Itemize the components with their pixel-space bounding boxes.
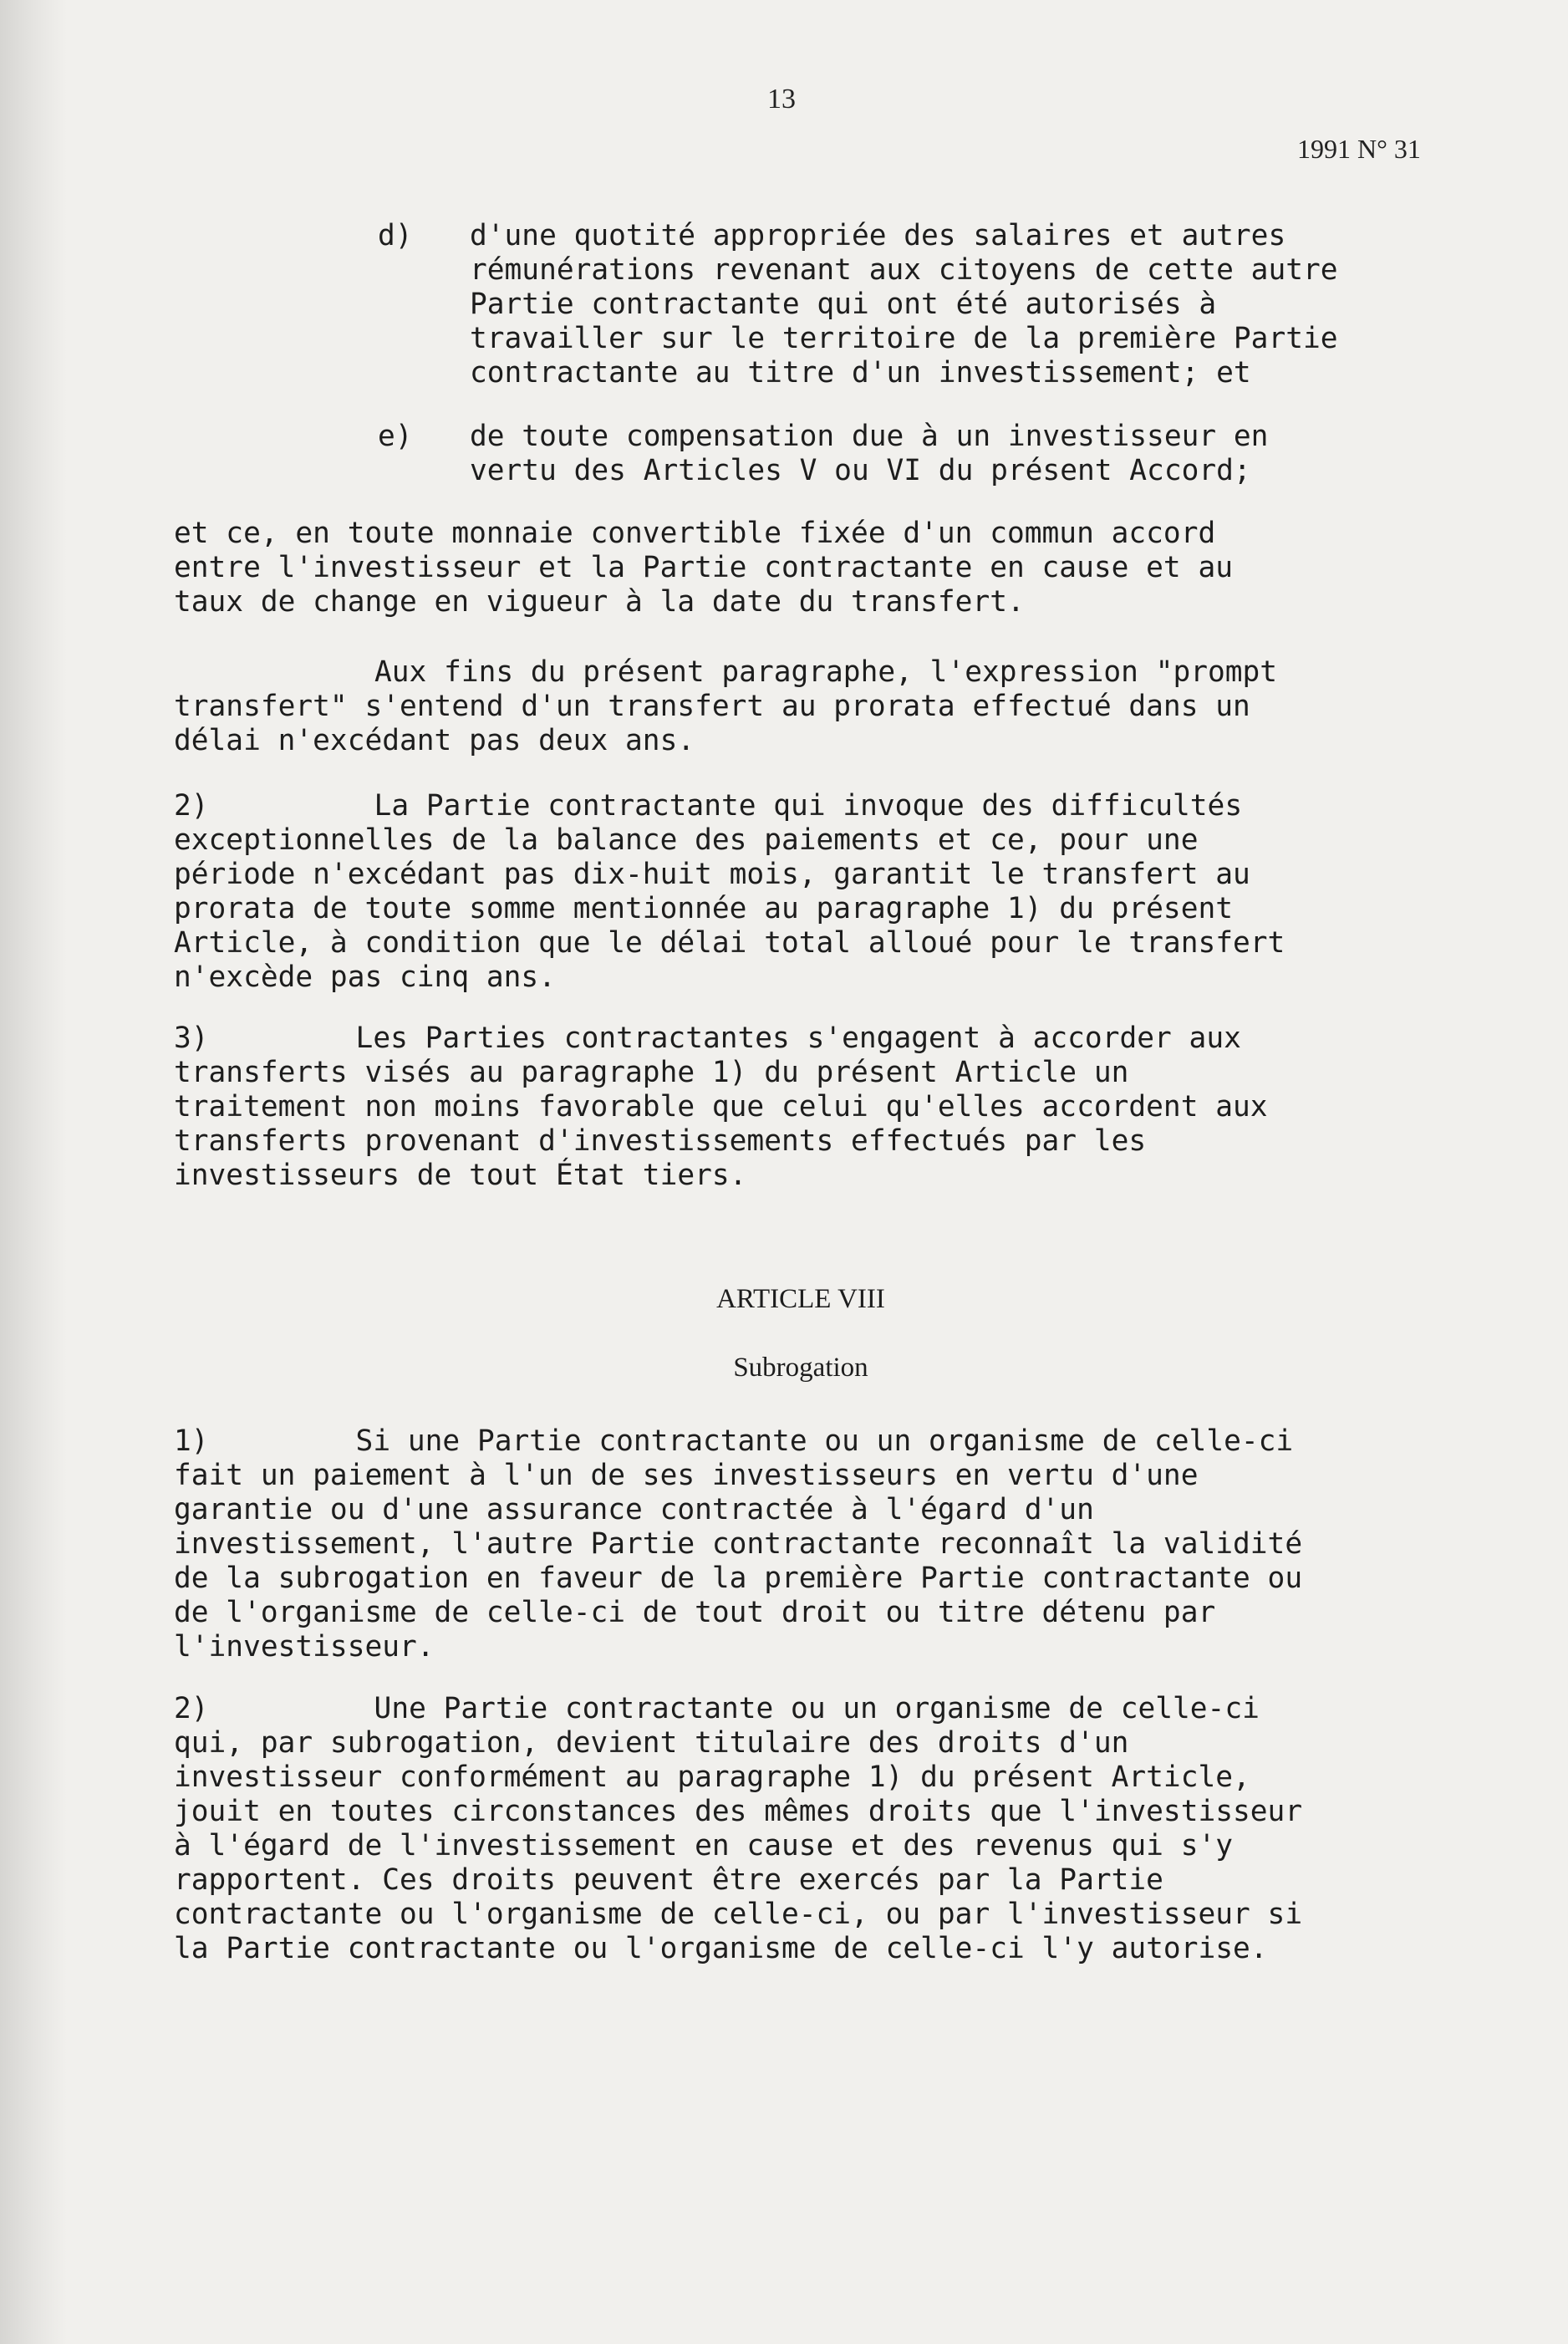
text-line: traitement non moins favorable que celui qu'elles accordent aux <box>174 1090 1268 1124</box>
paragraph-aux-fins <box>174 655 1277 758</box>
item-e-text <box>470 420 1268 488</box>
text-line: investisseurs de tout État tiers. <box>174 1159 747 1192</box>
paragraph-number: 2) <box>174 789 209 823</box>
text-line: la Partie contractante ou l'organisme de celle-ci l'y autorise. <box>174 1932 1268 1965</box>
text-line: jouit en toutes circonstances des mêmes droits que l'investisseur <box>174 1795 1303 1828</box>
text-line: d'une quotité appropriée des salaires et autres <box>470 219 1286 252</box>
text-line: l'investisseur. <box>174 1630 435 1664</box>
text-line: de la subrogation en faveur de la première Partie contractante ou <box>174 1562 1303 1595</box>
paragraph-number: 1) <box>174 1424 209 1458</box>
text-line: 1) Si une Partie contractante ou un organisme de celle-ci <box>174 1424 1294 1458</box>
item-d-label: d) <box>378 219 413 252</box>
text-line: garantie ou d'une assurance contractée à l'égard d'un <box>174 1493 1094 1526</box>
text-line: vertu des Articles V ou VI du présent Accord; <box>470 454 1251 487</box>
text-line: n'excède pas cinq ans. <box>174 961 556 994</box>
text-line: de toute compensation due à un investisseur en <box>470 420 1269 453</box>
text-line: 2) La Partie contractante qui invoque des difficultés <box>174 789 1243 823</box>
text-line: transferts provenant d'investissements effectués par les <box>174 1124 1147 1158</box>
text-line: délai n'excédant pas deux ans. <box>174 724 695 757</box>
text-line: travailler sur le territoire de la première Partie <box>470 322 1338 355</box>
text-line: qui, par subrogation, devient titulaire des droits d'un <box>174 1726 1129 1760</box>
text-line: Article, à condition que le délai total alloué pour le transfert <box>174 926 1285 960</box>
text-line: à l'égard de l'investissement en cause et des revenus qui s'y <box>174 1829 1234 1862</box>
text-line: Aux fins du présent paragraphe, l'expression "prompt <box>374 655 1278 689</box>
text-line: entre l'investisseur et la Partie contractante en cause et au <box>174 551 1234 584</box>
paragraph-number: 2) <box>174 1692 209 1725</box>
text-line: rémunérations revenant aux citoyens de cette autre <box>470 253 1338 287</box>
text-line: rapportent. Ces droits peuvent être exercés par la Partie <box>174 1863 1163 1897</box>
page-number: 13 <box>767 84 796 115</box>
text-line: prorata de toute somme mentionnée au paragraphe 1) du présent <box>174 892 1234 925</box>
subrogation-paragraph-1 <box>174 1424 1302 1664</box>
text-line: contractante ou l'organisme de celle-ci, ou par l'investisseur si <box>174 1898 1303 1931</box>
paragraph-et-ce <box>174 517 1233 619</box>
text-line: investisseur conformément au paragraphe 1) du présent Article, <box>174 1761 1250 1794</box>
text-line: taux de change en vigueur à la date du transfert. <box>174 585 1025 619</box>
text-line: exceptionnelles de la balance des paiements et ce, pour une <box>174 823 1199 857</box>
text-line: et ce, en toute monnaie convertible fixée d'un commun accord <box>174 517 1216 550</box>
paragraph-number: 3) <box>174 1022 209 1055</box>
item-e-label: e) <box>378 420 413 453</box>
paragraph-3 <box>174 1022 1268 1193</box>
text-line: 2) Une Partie contractante ou un organisme de celle-ci <box>174 1692 1260 1725</box>
article-heading: ARTICLE VIII <box>716 1284 885 1314</box>
article-subheading: Subrogation <box>733 1353 868 1383</box>
item-d-text <box>470 219 1338 390</box>
text-line: contractante au titre d'un investissement; et <box>470 356 1251 390</box>
paragraph-2 <box>174 789 1285 995</box>
document-reference: 1991 N° 31 <box>1297 134 1421 164</box>
text-line: fait un paiement à l'un de ses investisseurs en vertu d'une <box>174 1459 1199 1492</box>
text-line: transfert" s'entend d'un transfert au prorata effectué dans un <box>174 690 1250 723</box>
text-line: Partie contractante qui ont été autorisés à <box>470 288 1217 321</box>
text-line: transferts visés au paragraphe 1) du présent Article un <box>174 1056 1129 1089</box>
subrogation-paragraph-2 <box>174 1692 1302 1966</box>
text-line: 3) Les Parties contractantes s'engagent à accorder aux <box>174 1022 1241 1055</box>
text-line: investissement, l'autre Partie contractante reconnaît la validité <box>174 1527 1303 1561</box>
text-line: période n'excédant pas dix-huit mois, garantit le transfert au <box>174 858 1250 891</box>
page-binding-shadow <box>0 0 67 2344</box>
text-line: de l'organisme de celle-ci de tout droit ou titre détenu par <box>174 1596 1216 1629</box>
